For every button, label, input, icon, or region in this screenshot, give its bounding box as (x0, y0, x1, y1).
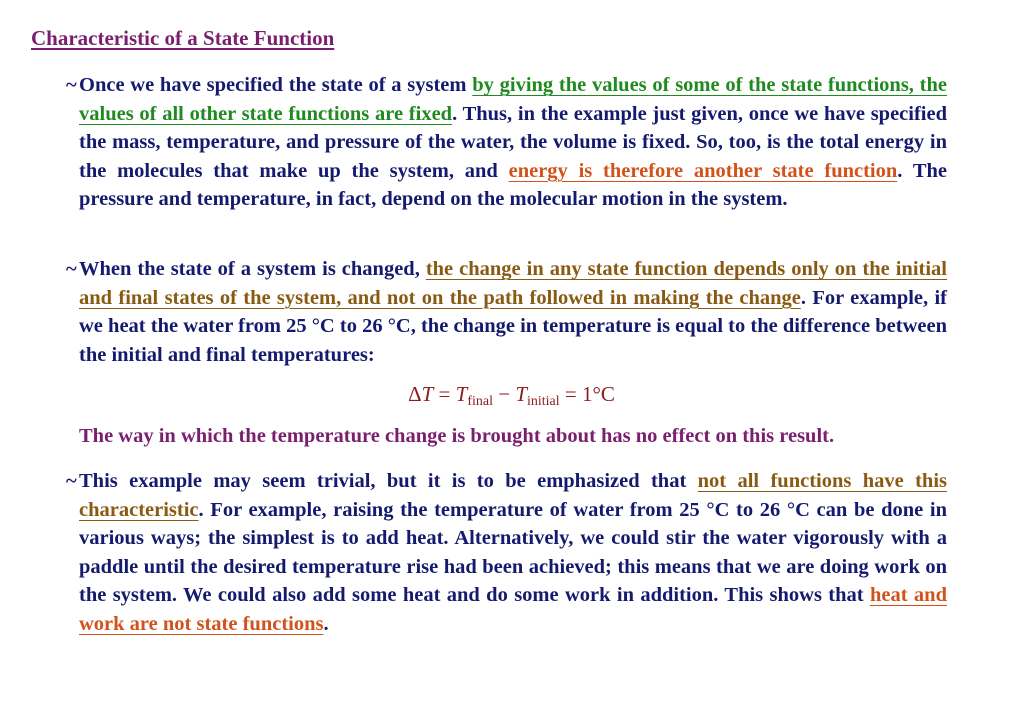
equation-equals-1: = (433, 382, 456, 406)
equation-lhs-var: T (421, 382, 434, 406)
equation-delta: Δ (408, 382, 422, 406)
equation-minus: − (492, 382, 516, 406)
paragraph3-highlight-a: not all functions have this characteristic (79, 470, 947, 521)
equation-sub-initial: initial (527, 394, 560, 409)
equation-value: 1 (582, 382, 593, 406)
temperature-change-equation (0, 382, 1023, 410)
equation-t-initial: T (515, 382, 527, 406)
paragraph1-highlight-b: energy is therefore another state function (508, 159, 898, 182)
paragraph3-text-a: This example may seem trivial, but it is to be emphasized that (79, 470, 698, 492)
paragraph-state-functions-fixed (66, 71, 947, 214)
equation-t-final: T (455, 382, 468, 406)
paragraph-heat-and-work (66, 467, 947, 638)
paragraph1-text-b: . Thus, in the example just given, once we have specified the mass, temperature, and pressure of the water, the volume is fixed. So, too, is the total energy in the molecules that make up the system, and (79, 102, 947, 182)
slide-title: Characteristic of a State Function (31, 26, 335, 50)
paragraph1-text-c: . The pressure and temperature, in fact, depend on the molecular motion in the system. (79, 159, 947, 210)
result-statement: The way in which the temperature change is brought about has no effect on this result. (79, 425, 835, 447)
paragraph-state-change (66, 255, 947, 369)
paragraph2-highlight-a: the change in any state function depends only on the initial and final states of the system, and not on the path followed in making the change (79, 258, 947, 309)
bullet-marker: ~ (66, 74, 77, 96)
paragraph3-highlight-b: heat and work are not state functions (79, 584, 947, 635)
equation-unit: °C (592, 382, 615, 406)
equation-equals-2: = (559, 382, 583, 406)
paragraph3-text-b: . For example, raising the temperature of water from 25 °C to 26 °C can be done in various ways; the simplest is to add heat. Alternatively, we could stir the water vigorously with a paddle until the desired temperature rise had been achieved; this means that we are doing work on the system. We could also add some heat and do some work in addition. This shows that (79, 498, 947, 606)
paragraph1-highlight-a: by giving the values of some of the state functions, the values of all other state functions are fixed (79, 74, 947, 125)
paragraph1-text-a: Once we have specified the state of a system (79, 74, 473, 96)
bullet-marker: ~ (66, 470, 77, 492)
paragraph2-text-b: . For example, if we heat the water from 25 °C to 26 °C, the change in temperature is equal to the difference between the initial and final temperatures: (79, 286, 947, 366)
paragraph2-text-a: When the state of a system is changed, (79, 258, 426, 280)
bullet-marker: ~ (66, 258, 77, 280)
paragraph3-text-c: . (323, 612, 329, 635)
equation-sub-final: final (467, 394, 493, 409)
